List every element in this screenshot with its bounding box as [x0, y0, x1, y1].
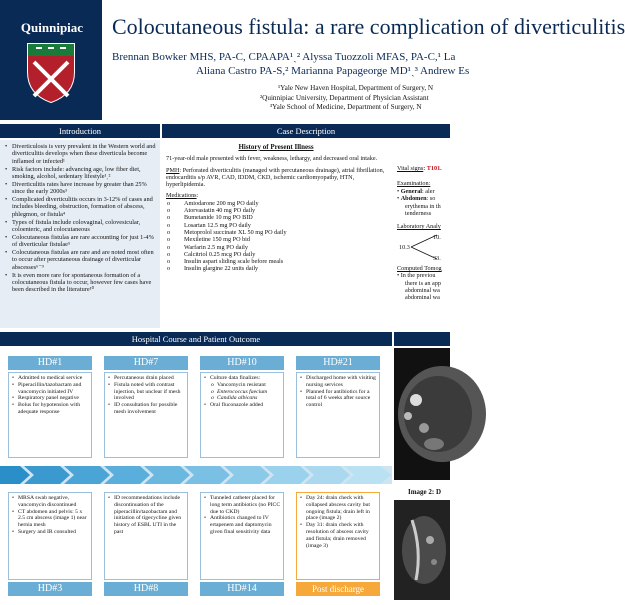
medication-item: o Amiodarone 200 mg PO daily: [166, 200, 386, 207]
intro-item: • Types of fistula include colovaginal, colovesicular, coloenteric, and colocutaneous: [5, 219, 156, 234]
hd1-label: HD#1: [8, 356, 92, 370]
hd10-box: [200, 372, 284, 458]
exam-abdomen: • Abdomen: so: [397, 195, 436, 203]
hd-item: • Planned for antibiotics for a total of 6 weeks after source control: [299, 389, 377, 409]
ct-line-1-text: In the previou: [400, 272, 436, 280]
examination-heading: Examination:: [397, 180, 431, 188]
drain-check-image: [394, 500, 450, 600]
ct-line-3: abdominal wa: [405, 287, 440, 295]
hd-item: • Culture data finalizes:: [203, 375, 281, 382]
medication-item: o Insulin glargine 22 units daily: [166, 265, 386, 272]
author-list: [112, 50, 469, 78]
intro-item: • Complicated diverticulitis occurs in 3-12% of cases and includes bleeding, obstruction, formation of abscess, phlegmon, or fistula⁴: [5, 196, 156, 218]
timeline-arrow: [0, 462, 392, 488]
pmh-text: : Perforated diverticulitis (managed with percutaneous drainage), atrial fibrillation, endocarditis s/p AVR, CAD, IDDM, CKD, ischemic cardiomyopathy, HTN, hyperlipidemia.: [166, 166, 385, 189]
ct-label: Computed Tomog: [397, 264, 442, 272]
medication-item: o Mexiletine 150 mg PO bid: [166, 236, 386, 243]
hd-item: • ID recommendations include discontinuation of the piperacillin/tazobactam and initiation of tigecycline given history of ESBL UTI in the past: [107, 495, 185, 536]
medication-item: o Losartan 12.5 mg PO daily: [166, 222, 386, 229]
hd14-list: [203, 495, 281, 536]
hd-item: • Admitted to medical service: [11, 375, 89, 382]
case-description-body: [162, 140, 392, 328]
case-description-right-column: [394, 140, 450, 328]
hd-item: • Discharged home with visiting nursing services: [299, 375, 377, 389]
exam-line-4: tenderness: [405, 210, 432, 218]
university-logo-text: Quinnipiac: [20, 20, 84, 35]
hd8-box: [104, 492, 188, 580]
hd7-box: [104, 372, 188, 458]
ct-line-4: abdominal wa: [405, 294, 440, 302]
exam-line-3: erythema in th: [405, 202, 441, 210]
hd-item: • ID consultation for possible mesh involvement: [107, 402, 185, 416]
ct-image-2: [394, 500, 450, 600]
poster-title: Colocutaneous fistula: a rare complication of diverticulitis: [112, 14, 625, 39]
post-discharge-label: Post discharge: [296, 582, 380, 596]
exam-general-label: General: [400, 187, 423, 195]
hd10-list: [203, 375, 281, 382]
vital-signs-label: Vital signs: [397, 165, 424, 172]
lab-value-top: 10.: [433, 233, 441, 241]
medications-label: Medications: [166, 192, 197, 200]
hd1-box: [8, 372, 92, 458]
lab-value-left: 10.3: [399, 243, 410, 251]
hd1-list: [11, 375, 89, 416]
hd-item: • Respiratory panel negative: [11, 395, 89, 402]
affiliation-3: ³Yale School of Medicine, Department of Surgery, N: [270, 103, 422, 111]
authors-line-1: Brennan Bowker MHS, PA-C, CPAAPA¹ˎ² Alyssa Tuozzoli MFAS, PA-C,¹ La: [112, 51, 456, 63]
medications-heading: Medications:: [166, 192, 199, 200]
examination-label: [397, 180, 450, 187]
introduction-body: [0, 140, 160, 328]
ct-scan-image: [394, 348, 450, 480]
hd21-box: [296, 372, 380, 458]
hd-item: • Tunneled catheter placed for long term antibiotics (no PICC due to CKD): [203, 495, 281, 515]
hd10-list-2: [203, 402, 281, 409]
lab-fishbone-diagram: [397, 233, 450, 263]
hd-item: • CT abdomen and pelvis: 5 x 2.5 cm abscess (image 1) near hernia mesh: [11, 509, 89, 529]
hd-item: • Fistula noted with contrast injection, but unclear if mesh involved: [107, 382, 185, 402]
medication-item: o Calcitriol 0.25 mcg PO daily: [166, 251, 386, 258]
exam-general-text: : aler: [422, 187, 435, 195]
medication-item: o Metoprolol succinate XL 50 mg PO daily: [166, 229, 386, 236]
introduction-list: [5, 143, 156, 294]
ct-line-1: • In the previou: [397, 272, 436, 280]
hd21-label: HD#21: [296, 356, 380, 370]
post-discharge-list: [299, 495, 377, 549]
intro-item: • Diverticulosis is very prevalent in the Western world and diverticulitis develops when these diverticula become inflamed or infected¹: [5, 143, 156, 165]
hd-item: • Surgery and IR consulted: [11, 529, 89, 536]
poster-header: [0, 0, 625, 120]
hd3-list: [11, 495, 89, 536]
hd-subitem: o Enterococcus faecium: [210, 389, 281, 396]
authors-line-2: Aliana Castro PA-S,² Marianna Papageorge MD¹ˎ³ Andrew Es: [196, 65, 470, 77]
affiliations: [260, 84, 433, 113]
hpi-text: 71-year-old male presented with fever, weakness, lethargy, and decreased oral intake.: [166, 155, 378, 163]
exam-general: • General: aler: [397, 187, 435, 195]
hd10-sublist: [210, 382, 281, 402]
lab-value-bottom: 33.: [433, 254, 441, 262]
hpi-heading: History of Present Illness: [238, 143, 314, 151]
hospital-course-heading: Hospital Course and Patient Outcome: [0, 332, 392, 346]
intro-item: • Colocutaneous fistulas are rare accounting for just 1-4% of diverticular fistulae⁵: [5, 234, 156, 249]
hd-item: • MRSA swab negative, vancomycin discontinued: [11, 495, 89, 509]
hd10-label: HD#10: [200, 356, 284, 370]
medication-item: o Atorvastatin 40 mg PO daily: [166, 207, 386, 214]
hd21-list: [299, 375, 377, 409]
ct-line-2: there is an app: [405, 279, 441, 287]
hd8-label: HD#8: [104, 582, 188, 596]
hd-item: • Antibiotics changed to IV ertapenem and daptomycin given final sensitivity data: [203, 515, 281, 535]
hd-item: • Bolus for hypotension with adequate response: [11, 402, 89, 416]
hd-item: • Day 31: drain check with resolution of abscess cavity and fistula; drain removed (image 3): [299, 522, 377, 549]
right-section-heading: [394, 332, 450, 346]
hd3-box: [8, 492, 92, 580]
pmh-label: PMH: [166, 166, 180, 174]
medication-item: o Insulin aspart sliding scale before meals: [166, 258, 386, 265]
hd-item: • Piperacillin/tazobactam and vancomycin initiated IV: [11, 382, 89, 396]
vital-signs-value: : T101.: [423, 165, 442, 172]
intro-item: • Diverticulitis rates have increase by greater than 25% since the early 2000s³: [5, 181, 156, 196]
exam-abdomen-text: : so: [426, 195, 436, 203]
hd8-list: [107, 495, 185, 536]
hd-item: • Percutaneous drain placed: [107, 375, 185, 382]
logo-panel: [0, 0, 102, 120]
intro-item: • Colocutaneous fistulas are rare and are noted most often to occur after percutaneous drainage of diverticular abscesses⁶⁻⁹: [5, 249, 156, 271]
medication-item: o Bumetanide 10 mg PO BID: [166, 214, 386, 221]
hd7-list: [107, 375, 185, 416]
hd-item: • Day 24: drain check with collapsed abscess cavity but ongoing fistula; drain left in place (image 2): [299, 495, 377, 522]
hd-item: • Oral fluconazole added: [203, 402, 281, 409]
hd-subitem: o Candida albicans: [210, 395, 281, 402]
crest-icon: [26, 42, 76, 104]
vital-signs: [397, 165, 450, 172]
intro-item: • It is even more rare for spontaneous formation of a colocutaneous fistula to occur, however few cases have been described in the literature¹⁰: [5, 272, 156, 294]
ct-image-1: [394, 348, 450, 480]
lab-analysis-label: Laboratory Analy: [397, 223, 441, 231]
introduction-heading: Introduction: [0, 124, 160, 138]
hd3-label: HD#3: [8, 582, 92, 596]
post-discharge-box: [296, 492, 380, 580]
exam-abdomen-label: Abdomen: [400, 195, 427, 203]
intro-item: • Risk factors include: advancing age, low fiber diet, smoking, alcohol, sedentary lifestyle¹ˎ²: [5, 166, 156, 181]
image-2-caption: Image 2: D: [408, 488, 442, 496]
hd14-label: HD#14: [200, 582, 284, 596]
affiliation-2: ²Quinnipiac University, Department of Physician Assistant: [260, 93, 429, 102]
hd14-box: [200, 492, 284, 580]
hd7-label: HD#7: [104, 356, 188, 370]
case-description-heading: Case Description: [162, 124, 450, 138]
medication-item: o Warfarin 2.5 mg PO daily: [166, 244, 386, 251]
pmh-paragraph: [166, 167, 386, 189]
affiliation-1: ¹Yale New Haven Hospital, Department of Surgery, N: [278, 84, 434, 92]
hd-subitem: o Vancomycin resistant: [210, 382, 281, 389]
medication-list: [166, 200, 386, 273]
